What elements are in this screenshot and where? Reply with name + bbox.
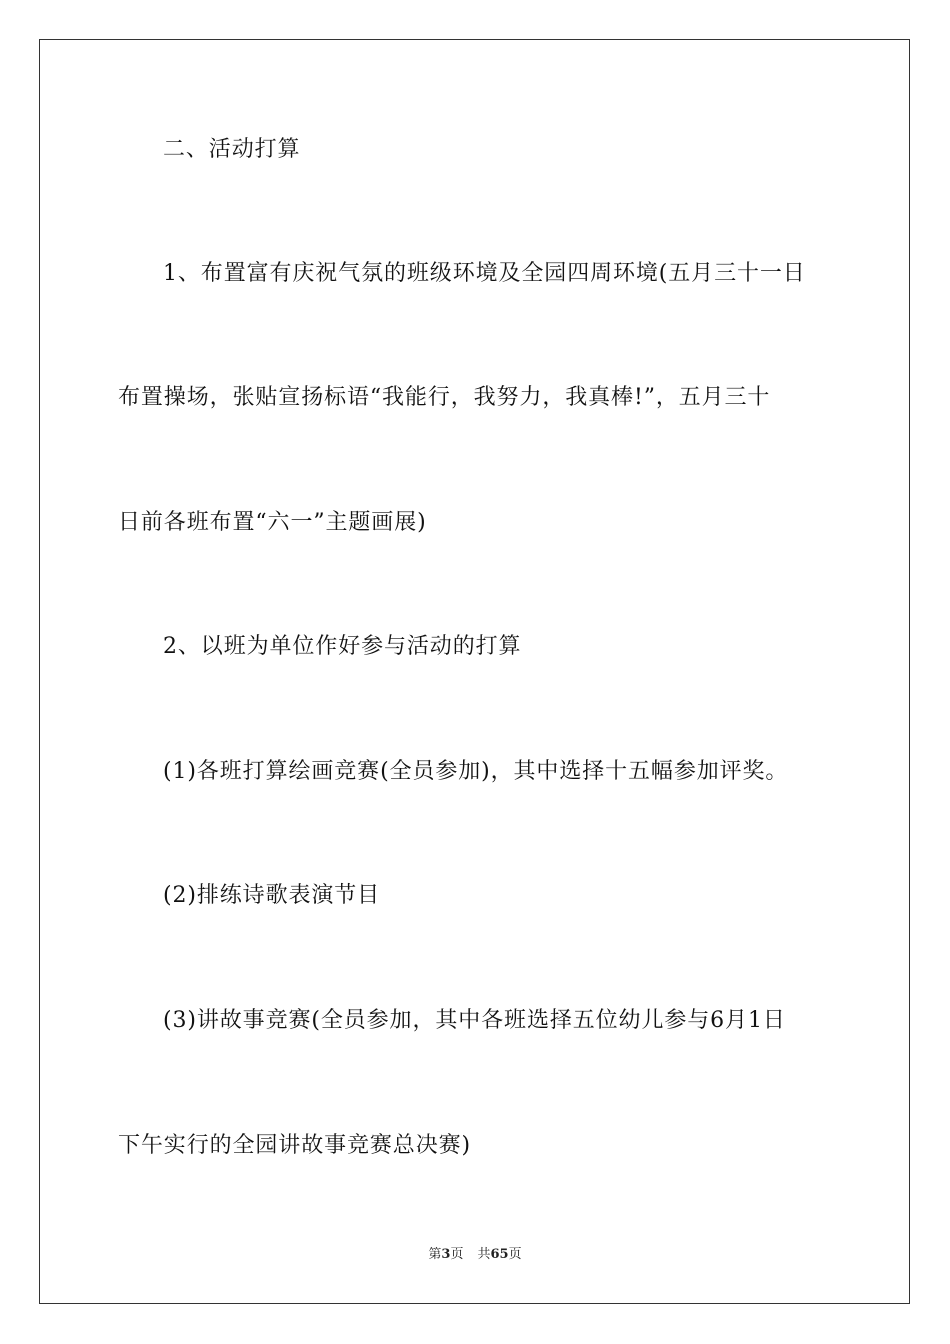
total-pages: 65 <box>490 1247 509 1262</box>
paragraph-line: 下午实行的全园讲故事竞赛总决赛) <box>118 1133 471 1158</box>
page-number: 3 <box>441 1247 451 1262</box>
page-footer <box>0 1246 950 1264</box>
paragraph-line: 布置操场，张贴宣扬标语“我能行，我努力，我真棒!”，五月三十 <box>118 385 771 410</box>
page-border <box>39 39 910 1304</box>
paragraph-line: (2)排练诗歌表演节目 <box>163 883 381 908</box>
paragraph-line: 1、布置富有庆祝气氛的班级环境及全园四周环境(五月三十一日 <box>163 261 806 286</box>
total-prefix: 共 <box>477 1247 491 1262</box>
total-suffix: 页 <box>508 1247 522 1262</box>
paragraph-line: (1)各班打算绘画竞赛(全员参加)，其中选择十五幅参加评奖。 <box>163 759 789 784</box>
paragraph-line: 2、以班为单位作好参与活动的打算 <box>163 634 522 659</box>
paragraph-line: (3)讲故事竞赛(全员参加，其中各班选择五位幼儿参与6月1日 <box>163 1008 786 1033</box>
section-heading: 二、活动打算 <box>163 137 301 162</box>
page-prefix: 第 <box>428 1247 442 1262</box>
page-suffix: 页 <box>450 1247 464 1262</box>
paragraph-line: 日前各班布置“六一”主题画展) <box>118 510 427 535</box>
